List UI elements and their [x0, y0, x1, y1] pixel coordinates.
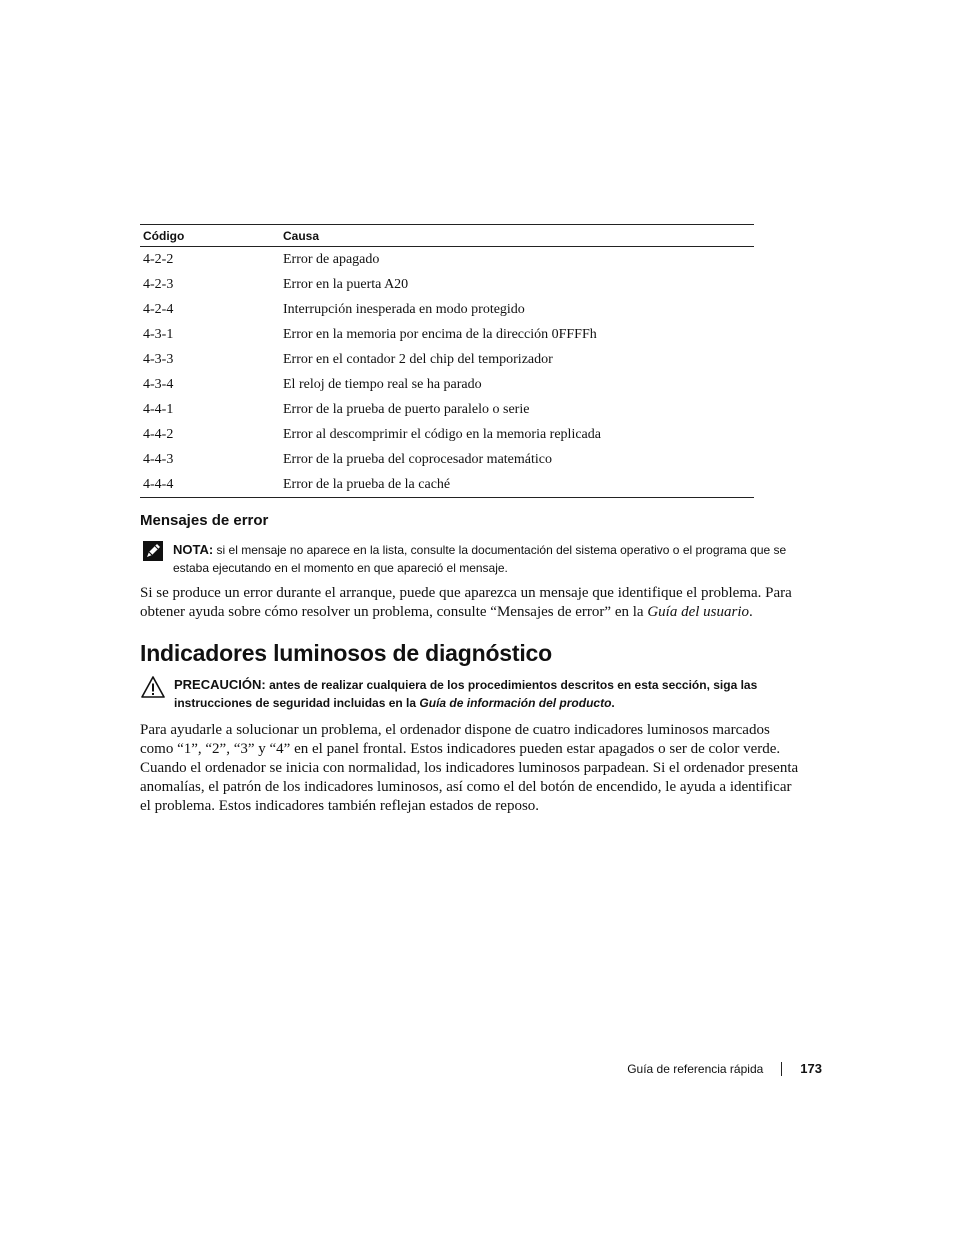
error-cause-cell: El reloj de tiempo real se ha parado	[283, 376, 482, 392]
caution-text: antes de realizar cualquiera de los procedimientos descritos en esta sección, siga las instrucciones de seguridad incluidas en la	[174, 678, 758, 710]
error-cause-cell: Error al descomprimir el código en la memoria replicada	[283, 426, 601, 442]
error-code-cell: 4-4-4	[140, 472, 280, 498]
caution-label: PRECAUCIÓN:	[174, 677, 266, 692]
table-row	[140, 297, 754, 322]
table-body	[140, 247, 754, 498]
note-label: NOTA:	[173, 542, 214, 557]
table-row	[140, 247, 754, 273]
error-code-cell: 4-3-4	[143, 376, 174, 392]
error-code-cell: 4-3-1	[143, 326, 174, 342]
error-cause-cell: Error de la prueba de puerto paralelo o serie	[283, 401, 530, 417]
table-row	[140, 447, 754, 472]
warning-triangle-icon	[141, 676, 165, 698]
error-messages-paragraph: Si se produce un error durante el arranque, puede que aparezca un mensaje que identifique el problema. Para obtener ayuda sobre cómo resolver un problema, consulte “Mensajes de error” en la Guía del usuario.	[140, 585, 792, 620]
error-code-table	[140, 224, 754, 498]
column-header-code: Código	[140, 225, 280, 247]
product-info-guide-reference: Guía de información del producto	[419, 696, 612, 710]
pencil-note-icon	[143, 541, 163, 561]
column-header-cause: Causa	[280, 225, 754, 247]
error-messages-text: Si se produce un error durante el arranque, puede que aparezca un mensaje que identifique el problema. Para obtener ayuda sobre cómo resolver un problema, consulte “Mensajes de error” en la	[140, 585, 792, 620]
error-cause-cell: Error en la memoria por encima de la dirección 0FFFFh	[283, 326, 597, 342]
error-cause-cell: Interrupción inesperada en modo protegido	[283, 301, 525, 317]
error-code-cell: 4-3-3	[143, 351, 174, 367]
table-row	[140, 322, 754, 347]
table-row	[140, 397, 754, 422]
caution-block: PRECAUCIÓN: antes de realizar cualquiera de los procedimientos descritos en esta sección, siga las instrucciones de seguridad incluidas en la Guía de información del producto.	[140, 676, 804, 712]
user-guide-reference: Guía del usuario	[647, 604, 749, 620]
diagnostics-heading: Indicadores luminosos de diagnóstico	[140, 640, 552, 666]
table-row	[140, 472, 754, 498]
page-footer	[627, 1061, 822, 1076]
diagnostics-paragraph: Para ayudarle a solucionar un problema, el ordenador dispone de cuatro indicadores luminosos marcados como “1”, “2”, “3” y “4” en el panel frontal. Estos indicadores pueden estar apagados o ser de color verde. Cuando el ordenador se inicia con normalidad, los indicadores luminosos parpadean. Si el ordenador presenta anomalías, el patrón de los indicadores luminosos, así como el del botón de encendido, le ayuda a identificar el problema. Estos indicadores también reflejan estados de reposo.	[140, 722, 799, 814]
footer-guide-name: Guía de referencia rápida	[627, 1061, 764, 1076]
error-code-cell: 4-2-2	[143, 251, 174, 267]
error-code-cell: 4-2-3	[143, 276, 174, 292]
error-code-cell: 4-4-2	[143, 426, 174, 442]
error-cause-cell: Error en el contador 2 del chip del temporizador	[283, 351, 553, 367]
table-header-row	[140, 225, 754, 247]
page-number: 173	[800, 1061, 822, 1076]
error-cause-cell: Error de la prueba del coprocesador matemático	[283, 451, 552, 467]
error-cause-cell: Error en la puerta A20	[283, 276, 409, 292]
note-text: si el mensaje no aparece en la lista, consulte la documentación del sistema operativo o el programa que se estaba ejecutando en el momento en que apareció el mensaje.	[173, 543, 787, 575]
footer-divider	[781, 1062, 782, 1076]
error-cause-cell: Error de la prueba de la caché	[280, 472, 754, 498]
error-messages-heading: Mensajes de error	[140, 512, 269, 529]
error-code-cell: 4-2-4	[143, 301, 174, 317]
table-row	[140, 272, 754, 297]
error-code-cell: 4-4-1	[143, 401, 174, 417]
note-block	[140, 541, 804, 577]
error-cause-cell: Error de apagado	[283, 251, 380, 267]
table-row	[140, 422, 754, 447]
error-code-cell: 4-4-3	[143, 451, 174, 467]
table-row	[140, 372, 754, 397]
table-row	[140, 347, 754, 372]
